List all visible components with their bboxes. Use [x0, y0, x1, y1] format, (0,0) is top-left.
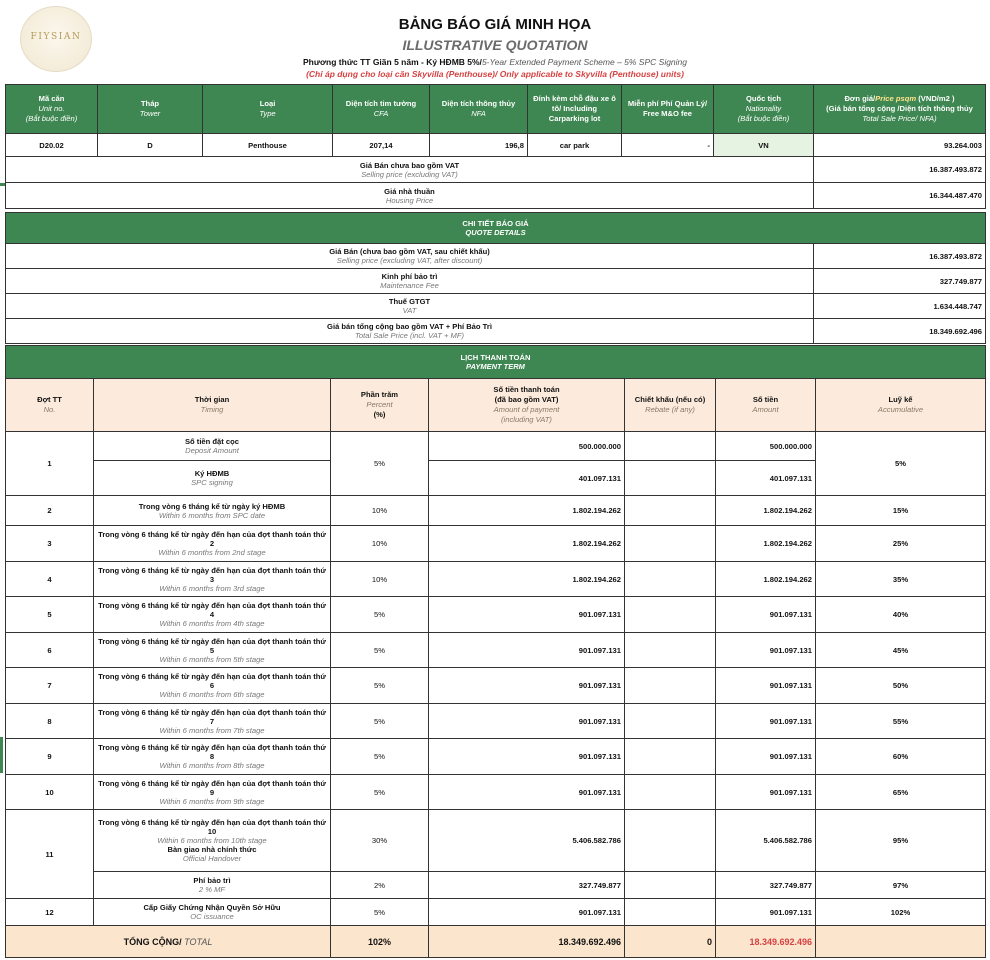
stage-timing: Trong vòng 6 tháng kể từ ngày đến hạn của đợt thanh toán thứ 9 Within 6 months from 9th stage [94, 775, 331, 810]
cfa-cell[interactable]: 207,14 [333, 134, 430, 157]
stage-amount[interactable]: 327.749.877 [429, 872, 625, 899]
parking-cell[interactable]: car park [528, 134, 622, 157]
stage-rebate[interactable] [625, 668, 716, 704]
stage-amount[interactable]: 1.802.194.262 [429, 526, 625, 562]
payment-row [6, 704, 986, 739]
selling-price-value[interactable]: 16.387.493.872 [814, 157, 986, 183]
housing-price-value[interactable]: 16.344.487.470 [814, 183, 986, 209]
stage-timing: Phí bảo trì 2 % MF [94, 872, 331, 899]
stage-no: 11 [6, 810, 94, 899]
scheme-vi: Phương thức TT Giãn 5 năm - Ký HĐMB 5%/ [303, 57, 482, 67]
stage-accumulative[interactable]: 65% [816, 775, 986, 810]
sheet-edge-mark [0, 737, 3, 773]
stage-amount[interactable]: 1.802.194.262 [429, 496, 625, 526]
stage-total[interactable]: 901.097.131 [716, 633, 816, 668]
stage-amount[interactable]: 901.097.131 [429, 668, 625, 704]
stage-accumulative[interactable]: 95% [816, 810, 986, 872]
stage-accumulative[interactable]: 40% [816, 597, 986, 633]
quote-row: Thuế GTGT VAT 1.634.448.747 [6, 294, 986, 319]
stage-timing: Trong vòng 6 tháng kể từ ngày đến hạn của đợt thanh toán thứ 10 Within 6 months from 10th stage Bàn giao nhà chính thức Official Handover [94, 810, 331, 872]
stage-rebate[interactable] [625, 810, 716, 872]
quote-value[interactable]: 16.387.493.872 [814, 244, 986, 269]
stage-total[interactable]: 1.802.194.262 [716, 562, 816, 597]
payment-row [6, 739, 986, 775]
col-percent: Phần trăm Percent (%) [331, 379, 429, 432]
stage-amount[interactable]: 901.097.131 [429, 704, 625, 739]
page-title: BẢNG BÁO GIÁ MINH HỌA [398, 16, 592, 33]
stage-accumulative[interactable]: 5% [816, 432, 986, 496]
stage-rebate[interactable] [625, 633, 716, 668]
stage-total[interactable]: 901.097.131 [716, 739, 816, 775]
stage-no: 2 [6, 496, 94, 526]
payment-row [6, 775, 986, 810]
col-amount: Số tiền Amount [716, 379, 816, 432]
housing-price-row [6, 183, 986, 209]
total-sum[interactable]: 18.349.692.496 [716, 926, 816, 958]
stage-rebate[interactable] [625, 496, 716, 526]
quote-details-title: CHI TIẾT BÁO GIÁ QUOTE DETAILS [6, 213, 986, 244]
payment-term-title: LỊCH THANH TOÁN PAYMENT TERM [6, 346, 986, 379]
stage-percent[interactable]: 2% [331, 872, 429, 899]
nationality-cell[interactable]: VN [714, 134, 814, 157]
total-rebate[interactable]: 0 [625, 926, 716, 958]
quote-value[interactable]: 1.634.448.747 [814, 294, 986, 319]
stage-no: 7 [6, 668, 94, 704]
stage-rebate[interactable] [625, 704, 716, 739]
stage-amount[interactable]: 901.097.131 [429, 597, 625, 633]
logo-text: FIYSIAN [30, 32, 82, 42]
stage-percent[interactable]: 5% [331, 597, 429, 633]
stage-timing: Trong vòng 6 tháng kể từ ngày đến hạn của đợt thanh toán thứ 4 Within 6 months from 4th stage [94, 597, 331, 633]
stage-no: 3 [6, 526, 94, 562]
stage-accumulative[interactable]: 55% [816, 704, 986, 739]
selling-price-label: Giá Bán chưa bao gồm VAT Selling price (excluding VAT) [6, 157, 814, 183]
col-tower: Tháp Tower [98, 85, 203, 134]
col-accumulative: Luỹ kế Accumulative [816, 379, 986, 432]
stage-timing: Trong vòng 6 tháng kể từ ngày ký HĐMB Within 6 months from SPC date [94, 496, 331, 526]
stage-no: 1 [6, 432, 94, 496]
stage-total[interactable]: 500.000.000 [716, 432, 816, 461]
price-psqm-cell[interactable]: 93.264.003 [814, 134, 986, 157]
free-fee-cell[interactable]: - [622, 134, 714, 157]
stage-rebate[interactable] [625, 899, 716, 926]
stage-total[interactable]: 1.802.194.262 [716, 526, 816, 562]
scheme-en: 5-Year Extended Payment Scheme – 5% SPC Signing [481, 57, 687, 67]
stage-accumulative[interactable]: 25% [816, 526, 986, 562]
stage-accumulative[interactable]: 35% [816, 562, 986, 597]
brand-logo [20, 6, 92, 72]
col-price-psqm: Đơn giá/Price psqm (VND/m2 ) (Giá bán tổng cộng /Diện tích thông thủy Total Sale Price/ NFA) [814, 85, 986, 134]
stage-timing: Trong vòng 6 tháng kể từ ngày đến hạn của đợt thanh toán thứ 7 Within 6 months from 7th stage [94, 704, 331, 739]
stage-timing: Số tiền đặt cọc Deposit Amount [94, 432, 331, 461]
payment-row-11 [6, 810, 986, 872]
payment-row [6, 668, 986, 704]
col-free-fee: Miễn phí Phí Quản Lý/ Free M&O fee [622, 85, 714, 134]
stage-rebate[interactable] [625, 562, 716, 597]
stage-timing: Trong vòng 6 tháng kể từ ngày đến hạn của đợt thanh toán thứ 8 Within 6 months from 8th stage [94, 739, 331, 775]
stage-rebate[interactable] [625, 872, 716, 899]
page-subtitle: ILLUSTRATIVE QUOTATION [402, 37, 588, 53]
unit-header-row [6, 85, 986, 134]
col-payment-amount: Số tiền thanh toán (đã bao gồm VAT) Amount of payment (including VAT) [429, 379, 625, 432]
stage-percent[interactable]: 5% [331, 432, 429, 496]
stage-no: 5 [6, 597, 94, 633]
col-nfa: Diện tích thông thủy NFA [430, 85, 528, 134]
stage-amount[interactable]: 500.000.000 [429, 432, 625, 461]
stage-percent[interactable]: 10% [331, 562, 429, 597]
payment-scheme [250, 57, 740, 67]
col-type: Loại Type [203, 85, 333, 134]
stage-timing: Trong vòng 6 tháng kể từ ngày đến hạn của đợt thanh toán thứ 5 Within 6 months from 5th stage [94, 633, 331, 668]
stage-no: 12 [6, 899, 94, 926]
quote-details-table [5, 212, 986, 344]
stage-no: 9 [6, 739, 94, 775]
stage-rebate[interactable] [625, 526, 716, 562]
col-nationality: Quốc tịch Nationality (Bắt buộc điền) [714, 85, 814, 134]
stage-no: 8 [6, 704, 94, 739]
stage-accumulative[interactable]: 50% [816, 668, 986, 704]
payment-term-table [5, 345, 986, 958]
unit-info-table [5, 84, 986, 209]
stage-percent[interactable]: 5% [331, 668, 429, 704]
stage-accumulative[interactable]: 45% [816, 633, 986, 668]
total-row [6, 926, 986, 958]
col-timing: Thời gian Timing [94, 379, 331, 432]
stage-rebate[interactable] [625, 461, 716, 496]
stage-amount[interactable]: 901.097.131 [429, 775, 625, 810]
stage-timing: Trong vòng 6 tháng kể từ ngày đến hạn của đợt thanh toán thứ 3 Within 6 months from 3rd stage [94, 562, 331, 597]
payment-row [6, 633, 986, 668]
payment-row [6, 597, 986, 633]
unit-no-cell[interactable]: D20.02 [6, 134, 98, 157]
stage-percent[interactable]: 5% [331, 704, 429, 739]
quote-value[interactable]: 327.749.877 [814, 269, 986, 294]
quote-row: Giá Bán (chưa bao gồm VAT, sau chiết khấu) Selling price (excluding VAT, after discount) 16.387.493.872 [6, 244, 986, 269]
stage-amount[interactable]: 901.097.131 [429, 899, 625, 926]
stage-total[interactable]: 901.097.131 [716, 775, 816, 810]
quote-row: Giá bán tổng cộng bao gồm VAT + Phí Bảo Trì Total Sale Price (incl. VAT + MF) 18.349.692.496 [6, 319, 986, 344]
stage-accumulative[interactable]: 15% [816, 496, 986, 526]
stage-no: 6 [6, 633, 94, 668]
stage-total[interactable]: 901.097.131 [716, 899, 816, 926]
stage-rebate[interactable] [625, 739, 716, 775]
stage-percent[interactable]: 5% [331, 775, 429, 810]
quotation-header [0, 0, 990, 84]
stage-timing: Trong vòng 6 tháng kể từ ngày đến hạn của đợt thanh toán thứ 2 Within 6 months from 2nd stage [94, 526, 331, 562]
stage-total[interactable]: 327.749.877 [716, 872, 816, 899]
stage-accumulative[interactable]: 102% [816, 899, 986, 926]
stage-percent[interactable]: 10% [331, 526, 429, 562]
stage-amount[interactable]: 901.097.131 [429, 633, 625, 668]
stage-no: 10 [6, 775, 94, 810]
col-stage-no: Đợt TT No. [6, 379, 94, 432]
stage-total[interactable]: 901.097.131 [716, 668, 816, 704]
tower-cell[interactable]: D [98, 134, 203, 157]
stage-rebate[interactable] [625, 432, 716, 461]
stage-accumulative[interactable]: 97% [816, 872, 986, 899]
col-parking: Đính kèm chỗ đậu xe ô tô/ Including Carparking lot [528, 85, 622, 134]
col-rebate: Chiết khấu (nếu có) Rebate (if any) [625, 379, 716, 432]
stage-amount[interactable]: 1.802.194.262 [429, 562, 625, 597]
payment-row [6, 899, 986, 926]
stage-total[interactable]: 1.802.194.262 [716, 496, 816, 526]
stage-percent[interactable]: 5% [331, 633, 429, 668]
stage-amount[interactable]: 401.097.131 [429, 461, 625, 496]
stage-rebate[interactable] [625, 597, 716, 633]
payment-row-1a [6, 432, 986, 461]
stage-total[interactable]: 5.406.582.786 [716, 810, 816, 872]
quote-value[interactable]: 18.349.692.496 [814, 319, 986, 344]
selling-price-row [6, 157, 986, 183]
stage-percent[interactable]: 10% [331, 496, 429, 526]
nfa-cell[interactable]: 196,8 [430, 134, 528, 157]
col-unit-no: Mã căn Unit no. (Bắt buộc điền) [6, 85, 98, 134]
stage-percent[interactable]: 5% [331, 899, 429, 926]
stage-total[interactable]: 401.097.131 [716, 461, 816, 496]
type-cell[interactable]: Penthouse [203, 134, 333, 157]
payment-row-11-mf [6, 872, 986, 899]
total-accumulative[interactable] [816, 926, 986, 958]
col-cfa: Diện tích tim tường CFA [333, 85, 430, 134]
payment-header-row [6, 379, 986, 432]
stage-timing: Cấp Giấy Chứng Nhận Quyền Sở Hữu OC issuance [94, 899, 331, 926]
stage-amount[interactable]: 5.406.582.786 [429, 810, 625, 872]
stage-timing: Ký HĐMB SPC signing [94, 461, 331, 496]
applicability-note: (Chỉ áp dụng cho loại căn Skyvilla (Penthouse)/ Only applicable to Skyvilla (Penthouse) units) [306, 69, 684, 79]
total-label: TỔNG CỘNG/ TOTAL [6, 926, 331, 958]
stage-total[interactable]: 901.097.131 [716, 597, 816, 633]
quote-row: Kinh phí bảo trì Maintenance Fee 327.749.877 [6, 269, 986, 294]
stage-percent[interactable]: 30% [331, 810, 429, 872]
stage-timing: Trong vòng 6 tháng kể từ ngày đến hạn của đợt thanh toán thứ 6 Within 6 months from 6th stage [94, 668, 331, 704]
stage-rebate[interactable] [625, 775, 716, 810]
stage-percent[interactable]: 5% [331, 739, 429, 775]
stage-no: 4 [6, 562, 94, 597]
payment-row [6, 496, 986, 526]
stage-total[interactable]: 901.097.131 [716, 704, 816, 739]
unit-data-row [6, 134, 986, 157]
payment-row [6, 526, 986, 562]
stage-accumulative[interactable]: 60% [816, 739, 986, 775]
housing-price-label: Giá nhà thuần Housing Price [6, 183, 814, 209]
total-percent[interactable]: 102% [331, 926, 429, 958]
stage-amount[interactable]: 901.097.131 [429, 739, 625, 775]
payment-row [6, 562, 986, 597]
total-amount[interactable]: 18.349.692.496 [429, 926, 625, 958]
